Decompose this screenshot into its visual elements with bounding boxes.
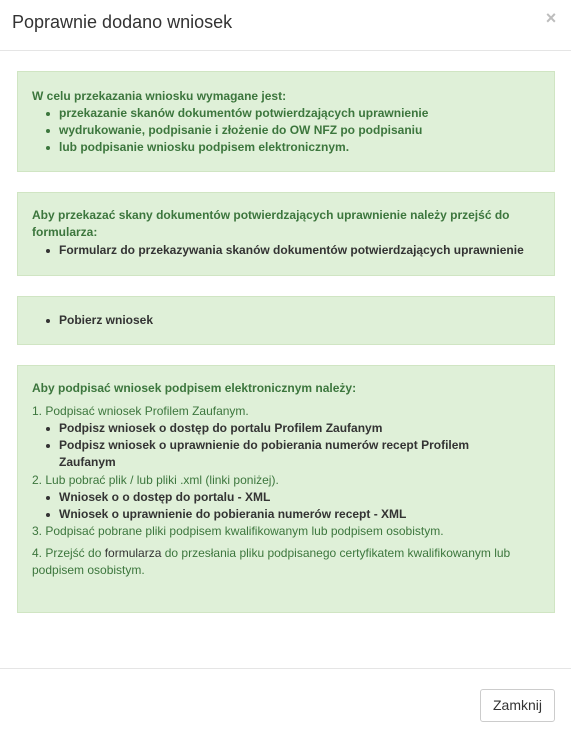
step4-suffix: do przesłania pliku podpisanego certyfikatem kwalifikowanym lub <box>161 546 511 560</box>
portal-access-xml-link[interactable]: Wniosek o o dostęp do portalu - XML <box>59 489 406 506</box>
step1-links <box>18 420 469 471</box>
sign-prescription-numbers-link-line2: Zaufanym <box>59 455 116 469</box>
step2-links <box>18 489 406 523</box>
sign-portal-access-link[interactable]: Podpisz wniosek o dostęp do portalu Profilem Zaufanym <box>59 420 469 437</box>
scans-heading-line1: Aby przekazać skany dokumentów potwierdzających uprawnienie należy przejść do <box>32 208 510 222</box>
esign-alert <box>17 365 555 613</box>
esign-step-1: 1. Podpisać wniosek Profilem Zaufanym. <box>32 404 249 418</box>
scans-alert <box>17 192 555 276</box>
requirements-alert <box>17 71 555 172</box>
download-alert <box>17 296 555 345</box>
modal-title: Poprawnie dodano wniosek <box>12 12 233 32</box>
esign-step-2: 2. Lub pobrać plik / lub pliki .xml (linki poniżej). <box>32 473 279 487</box>
sign-prescription-numbers-link[interactable] <box>59 437 469 471</box>
list-item: przekazanie skanów dokumentów potwierdzających uprawnienie <box>59 106 429 120</box>
close-button[interactable]: Zamknij <box>480 689 555 722</box>
close-icon[interactable]: × <box>545 8 557 28</box>
download-list <box>18 312 153 329</box>
list-item: lub podpisanie wniosku podpisem elektronicznym. <box>59 139 428 156</box>
step4-prefix: 4. Przejść do <box>32 546 105 560</box>
esign-step-3: 3. Podpisać pobrane pliki podpisem kwalifikowanym lub podpisem osobistym. <box>32 524 444 538</box>
modal-header <box>0 0 571 51</box>
requirements-heading: W celu przekazania wniosku wymagane jest: <box>32 89 287 103</box>
step4-line2: podpisem osobistym. <box>32 563 145 577</box>
list-item: wydrukowanie, podpisanie i złożenie do OW NFZ po podpisaniu <box>59 122 428 139</box>
esign-step-4 <box>32 545 542 579</box>
download-link[interactable]: Pobierz wniosek <box>59 313 154 327</box>
scans-form-link[interactable]: Formularz do przekazywania skanów dokumentów potwierdzających uprawnienie <box>59 243 524 257</box>
scans-heading-line2: formularza: <box>32 225 98 239</box>
prescription-numbers-xml-link[interactable]: Wniosek o uprawnienie do pobierania numerów recept - XML <box>59 507 407 521</box>
requirements-list <box>18 105 428 156</box>
esign-heading: Aby podpisać wniosek podpisem elektronicznym należy: <box>32 381 357 395</box>
scans-heading <box>32 207 542 241</box>
sign-prescription-numbers-link-line1: Podpisz wniosek o uprawnienie do pobierania numerów recept Profilem <box>59 438 470 452</box>
scans-list <box>18 242 524 259</box>
step4-form-link[interactable]: formularza <box>104 546 162 560</box>
modal-footer <box>0 668 571 735</box>
